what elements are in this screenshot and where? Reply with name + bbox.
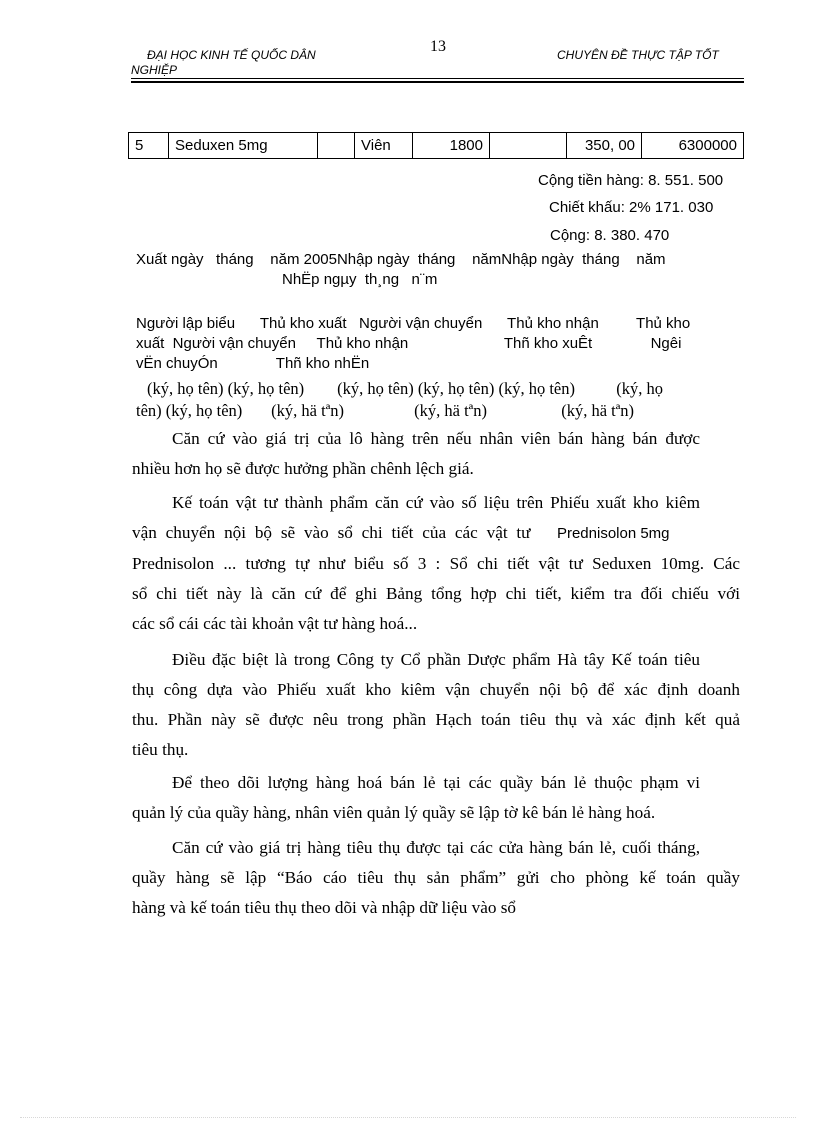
cell-price: 350, 00: [567, 133, 642, 159]
dates-line-2: NhËp ngµy th¸ng n¨m: [282, 271, 438, 288]
subtotal: Cộng tiền hàng: 8. 551. 500: [538, 172, 724, 189]
p3-line-3: thu. Phần này sẽ được nêu trong phần Hạch toán tiêu thụ và xác định kết quả: [132, 710, 740, 729]
header-rule-thick: [131, 81, 744, 83]
cell-name: Seduxen 5mg: [169, 133, 318, 159]
cell-stt: 5: [129, 133, 169, 159]
header-rule-thin: [131, 78, 744, 79]
cell-amount: 6300000: [642, 133, 744, 159]
p2-line-2: [132, 518, 740, 549]
header-left: ĐẠI HỌC KINH TẾ QUỐC DÂN: [147, 48, 316, 62]
p2-line-3: Prednisolon ... tương tự như biểu số 3 : Sổ chi tiết vật tư Seduxen 10mg. Các: [132, 554, 740, 573]
paragraph-4: [132, 768, 740, 828]
header-right: CHUYÊN ĐỀ THỰC TẬP TỐT: [557, 48, 719, 62]
cell-unit: Viên: [355, 133, 413, 159]
p2-product: Prednisolon 5mg: [556, 525, 670, 542]
paragraph-3: [132, 645, 740, 765]
p1-line-1: Căn cứ vào giá trị của lô hàng trên nếu nhân viên bán hàng bán được: [172, 429, 700, 448]
table-row: [129, 133, 744, 159]
signers-line-1: Người lập biểu Thủ kho xuất Người vận chuyển Thủ kho nhận Thủ kho: [136, 315, 691, 332]
paragraph-1: [132, 424, 740, 484]
goods-table: [128, 132, 744, 159]
p5-line-1: Căn cứ vào giá trị hàng tiêu thụ được tại các cửa hàng bán lẻ, cuối tháng,: [172, 838, 700, 857]
p3-line-1: Điều đặc biệt là trong Công ty Cổ phần Dược phẩm Hà tây Kế toán tiêu: [172, 650, 700, 669]
p4-line-1: Để theo dõi lượng hàng hoá bán lẻ tại các quầy bán lẻ thuộc phạm vi: [172, 773, 700, 792]
p5-line-2: quầy hàng sẽ lập “Báo cáo tiêu thụ sản phẩm” gửi cho phòng kế toán quầy: [132, 868, 740, 887]
cell-blank: [318, 133, 355, 159]
cell-quantity: 1800: [413, 133, 490, 159]
paragraph-2: [132, 488, 740, 639]
p2-line-1: Kế toán vật tư thành phẩm căn cứ vào số liệu trên Phiếu xuất kho kiêm: [172, 493, 700, 512]
p1-line-2: nhiều hơn họ sẽ được hưởng phần chênh lệch giá.: [132, 459, 474, 478]
cell-blank-2: [490, 133, 567, 159]
grand-total: Cộng: 8. 380. 470: [550, 227, 670, 244]
p4-line-2: quản lý của quầy hàng, nhân viên quản lý quầy sẽ lập tờ kê bán lẻ hàng hoá.: [132, 803, 656, 822]
p2-line-5: các sổ cái các tài khoản vật tư hàng hoá...: [132, 614, 418, 633]
signers-line-2: xuất Người vận chuyển Thủ kho nhận Thñ kho xuÊt Ngêi: [136, 335, 682, 352]
discount: Chiết khấu: 2% 171. 030: [549, 199, 714, 216]
signatures-line-2: tên) (ký, họ tên) (ký, hä tªn) (ký, hä tªn) (ký, hä tªn): [136, 401, 635, 420]
p3-line-2: thụ công dựa vào Phiếu xuất kho kiêm vận chuyển nội bộ để xác định doanh: [132, 680, 740, 699]
signers-line-3: vËn chuyÓn Thñ kho nhËn: [136, 355, 370, 372]
paragraph-5: [132, 833, 740, 923]
p3-line-4: tiêu thụ.: [132, 740, 189, 759]
header-left-cont: NGHIỆP: [131, 63, 178, 77]
p5-line-3: hàng và kế toán tiêu thụ theo dõi và nhập dữ liệu vào sổ: [132, 898, 517, 917]
footer-dotted-rule: [20, 1117, 796, 1118]
p2-line-4: sổ chi tiết này là căn cứ để ghi Bảng tổng hợp chi tiết, kiểm tra đối chiếu với: [132, 584, 740, 603]
p2-line-2-text: vận chuyển nội bộ sẽ vào sổ chi tiết của các vật tư: [132, 523, 531, 542]
signatures-line-1: (ký, họ tên) (ký, họ tên) (ký, họ tên) (ký, họ tên) (ký, họ tên) (ký, họ: [147, 379, 663, 398]
dates-line-1: Xuất ngày tháng năm 2005Nhập ngày tháng nămNhập ngày tháng năm: [136, 251, 666, 268]
page-number: 13: [430, 38, 446, 55]
